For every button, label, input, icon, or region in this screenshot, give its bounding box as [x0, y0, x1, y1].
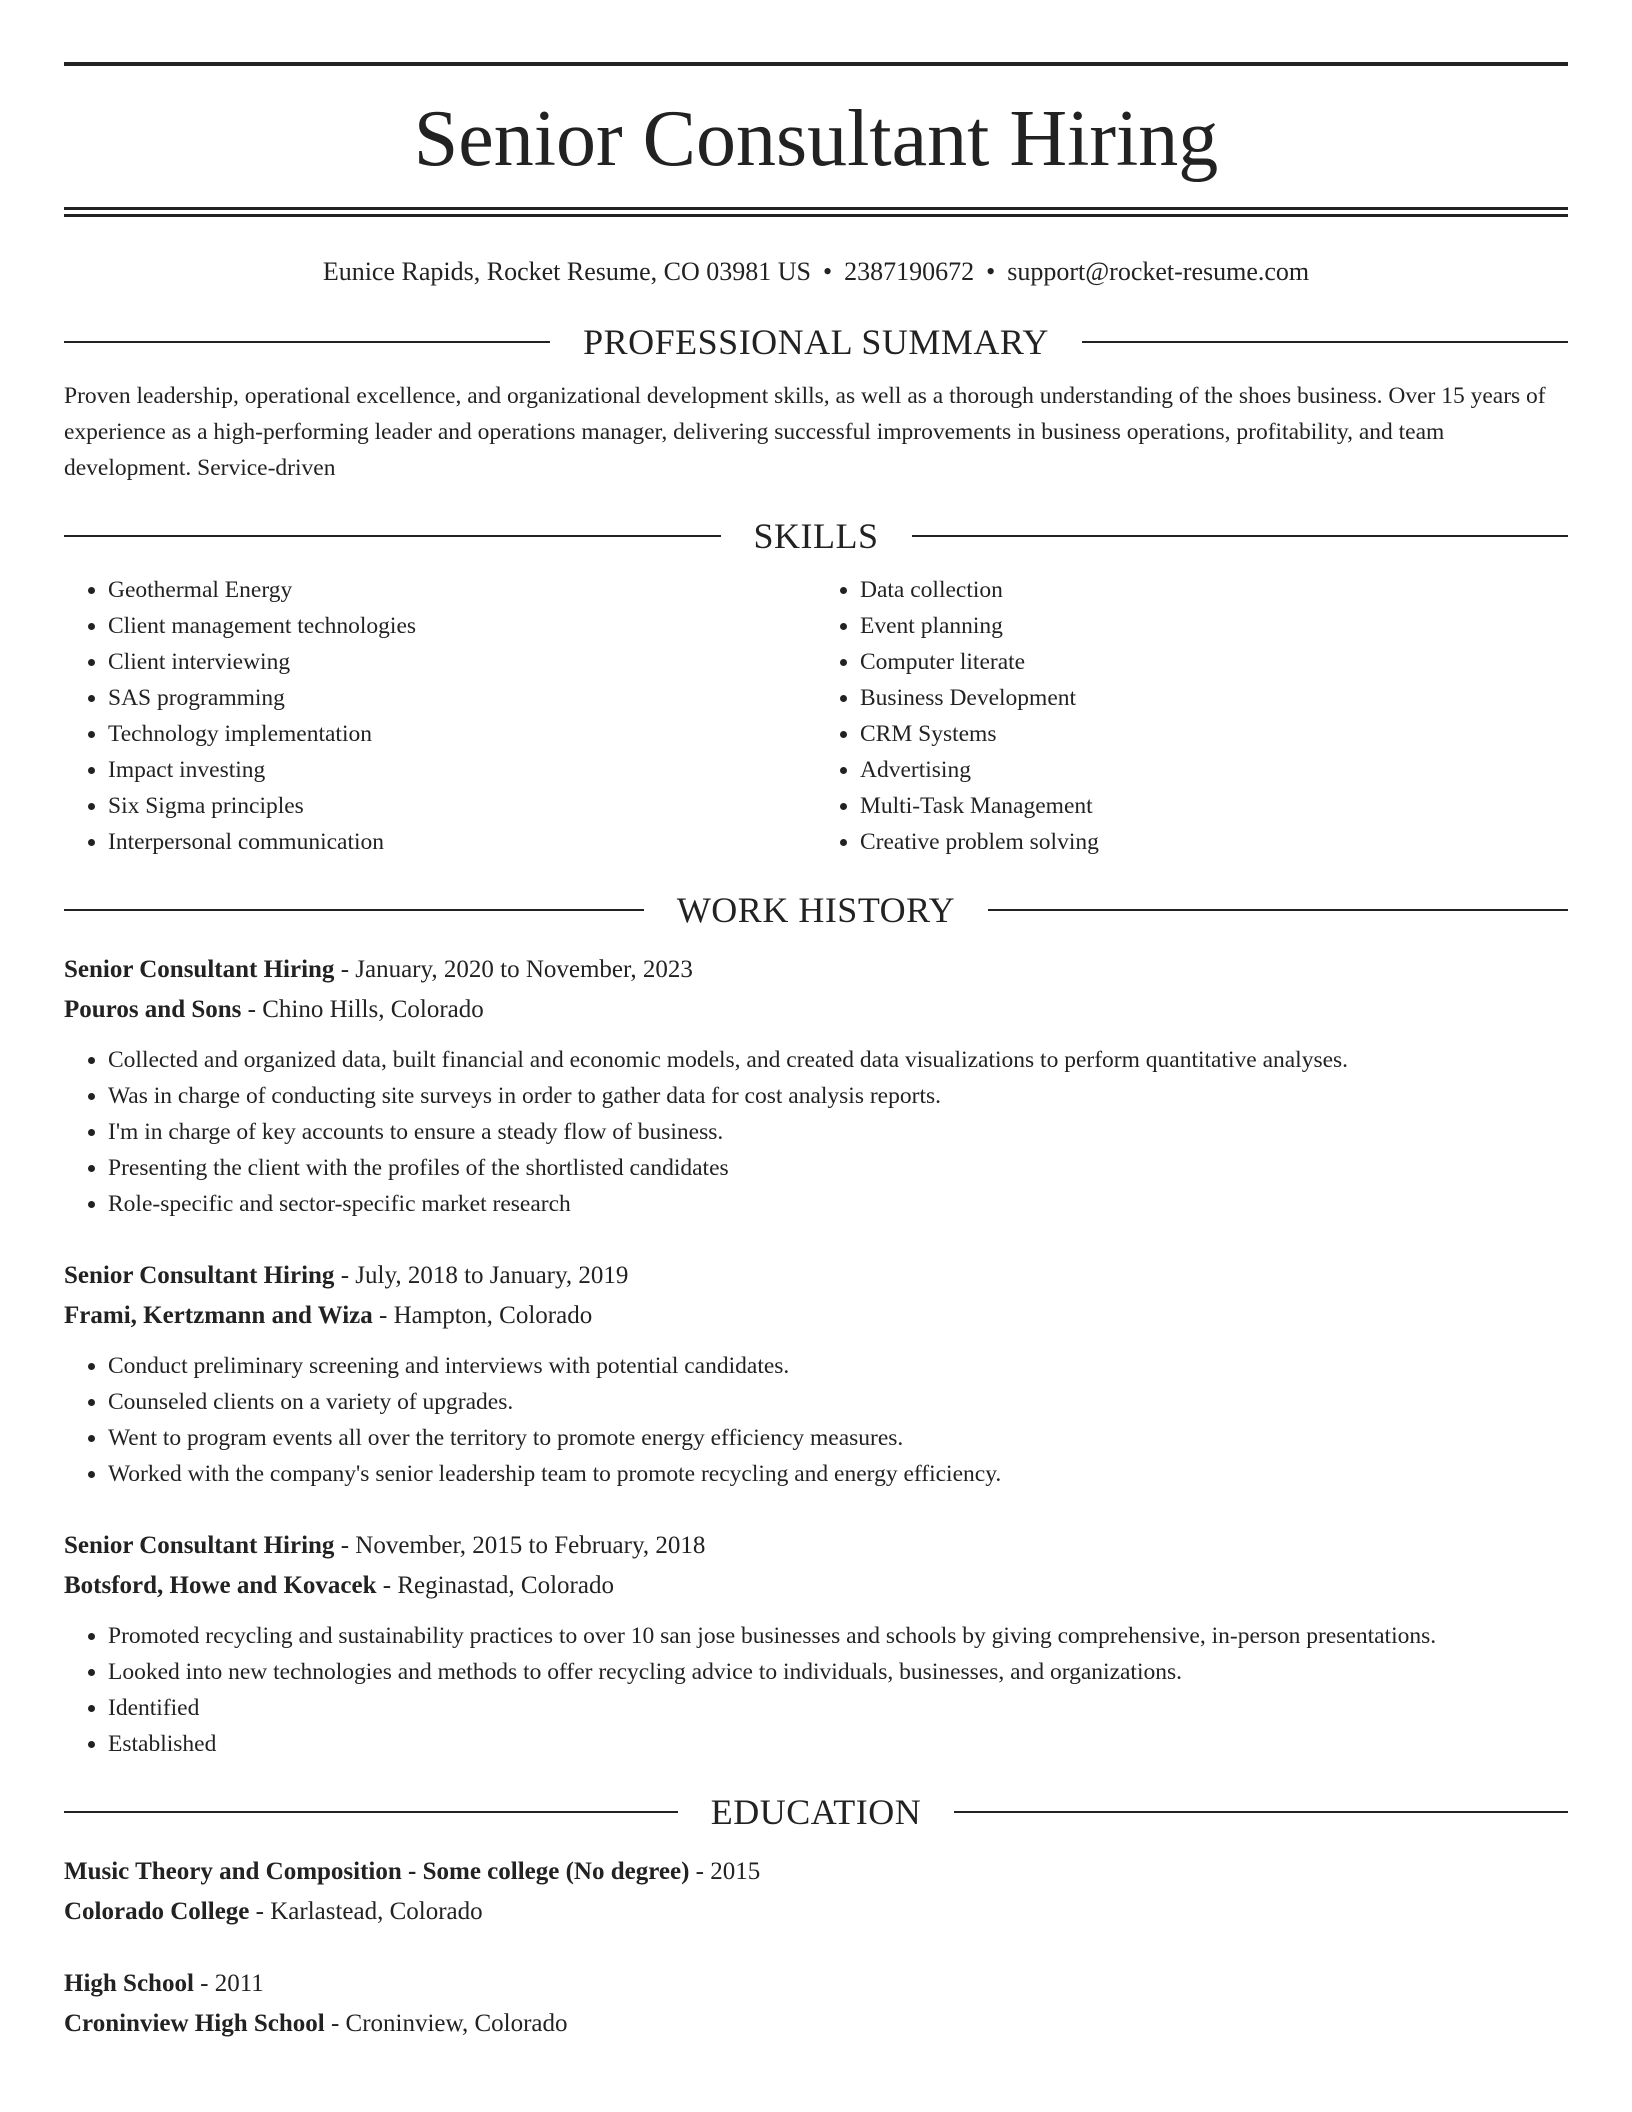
- job-company: Botsford, Howe and Kovacek: [64, 1572, 377, 1599]
- job-bullets: [64, 1618, 1568, 1762]
- section-heading-education: [64, 1788, 1568, 1836]
- job-title: Senior Consultant Hiring: [64, 1262, 335, 1289]
- section-heading-summary: [64, 318, 1568, 366]
- education-degree: Music Theory and Composition - Some college (No degree): [64, 1858, 690, 1885]
- job-bullet: • Was in charge of conducting site surveys in order to gather data for cost analysis reports.: [108, 1078, 1568, 1114]
- heading-rule: [64, 909, 644, 911]
- job-bullet: • Role-specific and sector-specific market research: [108, 1186, 1568, 1222]
- skill-item: • Business Development: [860, 680, 1568, 716]
- job-dates: - January, 2020 to November, 2023: [334, 956, 693, 983]
- education-school-line: [64, 2004, 1568, 2044]
- job-bullet: • Identified: [108, 1690, 1568, 1726]
- top-rule: [64, 62, 1568, 66]
- job-title: Senior Consultant Hiring: [64, 1532, 335, 1559]
- skill-item: • Data collection: [860, 572, 1568, 608]
- skill-item: • Creative problem solving: [860, 824, 1568, 860]
- job-bullet: • Presenting the client with the profiles of the shortlisted candidates: [108, 1150, 1568, 1186]
- heading-rule: [64, 1811, 678, 1813]
- education-location: - Croninview, Colorado: [324, 2010, 568, 2037]
- job-bullet: • Conduct preliminary screening and interviews with potential candidates.: [108, 1348, 1568, 1384]
- skill-item: • CRM Systems: [860, 716, 1568, 752]
- job-bullet: • Collected and organized data, built financial and economic models, and created data visualizations to perform quantitative analyses.: [108, 1042, 1568, 1078]
- job-location: - Chino Hills, Colorado: [241, 996, 484, 1023]
- skill-item: • Client interviewing: [108, 644, 816, 680]
- job-location: - Hampton, Colorado: [372, 1302, 593, 1329]
- job-dates: - November, 2015 to February, 2018: [334, 1532, 706, 1559]
- job-bullet: • Counseled clients on a variety of upgrades.: [108, 1384, 1568, 1420]
- resume-name: Senior Consultant Hiring: [413, 95, 1219, 183]
- section-title: EDUCATION: [710, 1792, 922, 1832]
- heading-rule: [64, 535, 721, 537]
- heading-rule: [64, 341, 550, 343]
- skill-item: • Computer literate: [860, 644, 1568, 680]
- heading-rule: [912, 535, 1569, 537]
- education-degree-line: [64, 1852, 1568, 1892]
- contact-phone: 2387190672: [844, 257, 975, 286]
- job-bullets: [64, 1348, 1568, 1492]
- job-company: Pouros and Sons: [64, 996, 242, 1023]
- contact-line: [64, 252, 1568, 292]
- contact-email: support@rocket-resume.com: [1007, 257, 1310, 286]
- job-title-line: [64, 950, 1568, 990]
- job-dates: - July, 2018 to January, 2019: [334, 1262, 629, 1289]
- job-company: Frami, Kertzmann and Wiza: [64, 1302, 373, 1329]
- job-entry: [64, 1256, 1568, 1492]
- section-title: SKILLS: [753, 516, 879, 556]
- skill-item: • Event planning: [860, 608, 1568, 644]
- skills-list-right: [816, 572, 1568, 860]
- job-bullet: • I'm in charge of key accounts to ensure a steady flow of business.: [108, 1114, 1568, 1150]
- education-year: - 2015: [689, 1858, 761, 1885]
- heading-rule: [954, 1811, 1568, 1813]
- heading-rule: [988, 909, 1568, 911]
- job-bullet: • Worked with the company's senior leadership team to promote recycling and energy efficiency.: [108, 1456, 1568, 1492]
- job-bullets: [64, 1042, 1568, 1222]
- skill-item: • Six Sigma principles: [108, 788, 816, 824]
- skill-item: • Multi-Task Management: [860, 788, 1568, 824]
- job-company-line: [64, 1296, 1568, 1336]
- skill-item: • SAS programming: [108, 680, 816, 716]
- job-location: - Reginastad, Colorado: [376, 1572, 614, 1599]
- heading-rule: [1082, 341, 1568, 343]
- section-title: WORK HISTORY: [676, 890, 956, 930]
- resume-content: [64, 62, 1568, 2044]
- job-company-line: [64, 1566, 1568, 1606]
- skill-item: • Geothermal Energy: [108, 572, 816, 608]
- job-title-line: [64, 1256, 1568, 1296]
- contact-separator: •: [823, 257, 833, 286]
- job-entry: [64, 1526, 1568, 1762]
- education-entry: [64, 1852, 1568, 1932]
- section-title: PROFESSIONAL SUMMARY: [583, 322, 1049, 362]
- double-rule: [64, 207, 1568, 217]
- education-entry: [64, 1964, 1568, 2044]
- skill-item: • Interpersonal communication: [108, 824, 816, 860]
- job-bullet: • Established: [108, 1726, 1568, 1762]
- education-location: - Karlastead, Colorado: [249, 1898, 483, 1925]
- education-year: - 2011: [193, 1970, 264, 1997]
- job-bullet: • Went to program events all over the territory to promote energy efficiency measures.: [108, 1420, 1568, 1456]
- job-title: Senior Consultant Hiring: [64, 956, 335, 983]
- education-degree: High School: [64, 1970, 194, 1997]
- education-school: Colorado College: [64, 1898, 250, 1925]
- skills-list-left: [64, 572, 816, 860]
- education-degree-line: [64, 1964, 1568, 2004]
- job-bullet: • Promoted recycling and sustainability practices to over 10 san jose businesses and schools by giving comprehensive, in-person presentations.: [108, 1618, 1568, 1654]
- contact-address: Eunice Rapids, Rocket Resume, CO 03981 US: [322, 257, 812, 286]
- section-heading-skills: [64, 512, 1568, 560]
- contact-separator: •: [986, 257, 996, 286]
- skill-item: • Impact investing: [108, 752, 816, 788]
- skill-item: • Client management technologies: [108, 608, 816, 644]
- skill-item: • Technology implementation: [108, 716, 816, 752]
- education-school-line: [64, 1892, 1568, 1932]
- skill-item: • Advertising: [860, 752, 1568, 788]
- summary-text: Proven leadership, operational excellence, and organizational development skills, as well as a thorough understanding of the shoes business. Over 15 years of experience as a high-performing leader and operations manager, delivering successful improvements in business operations, profitability, and team development. Service-driven: [64, 383, 1546, 481]
- job-entry: [64, 950, 1568, 1222]
- section-heading-work: [64, 886, 1568, 934]
- education-school: Croninview High School: [64, 2010, 325, 2037]
- job-title-line: [64, 1526, 1568, 1566]
- job-bullet: • Looked into new technologies and methods to offer recycling advice to individuals, businesses, and organizations.: [108, 1654, 1568, 1690]
- skills-columns: [64, 572, 1568, 860]
- job-company-line: [64, 990, 1568, 1030]
